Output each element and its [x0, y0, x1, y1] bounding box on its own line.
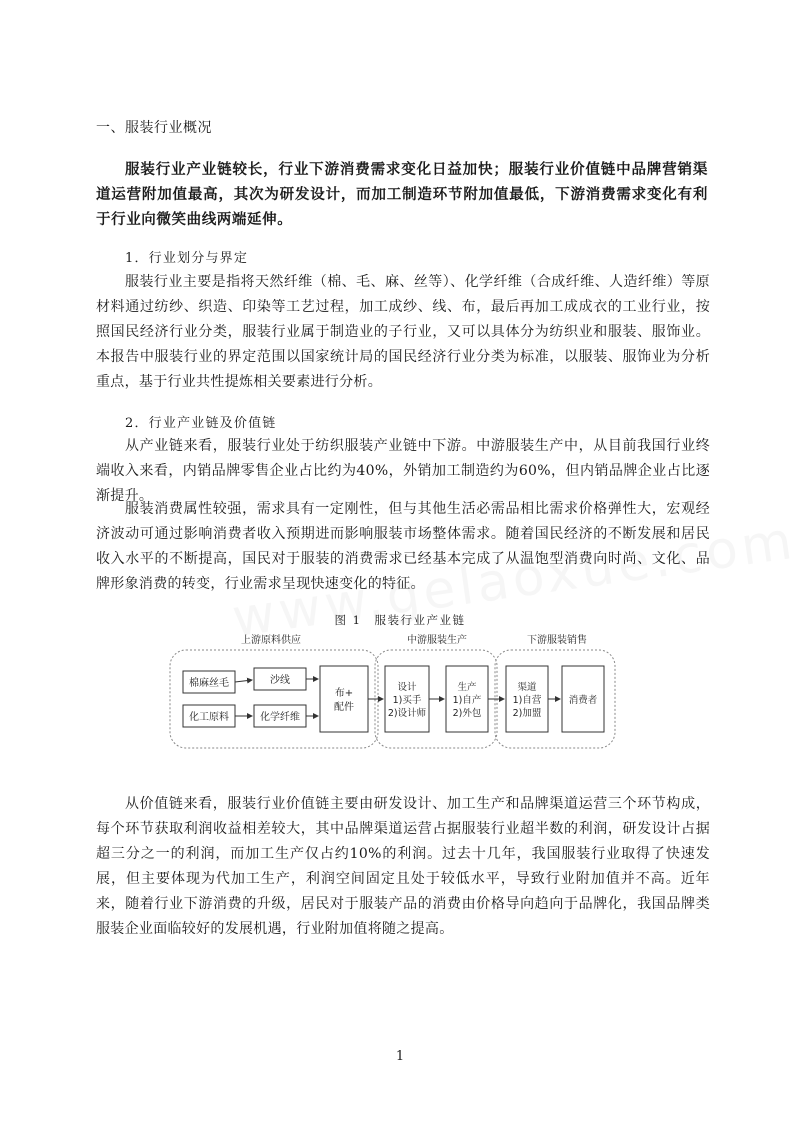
node-cotton: 棉麻丝毛: [189, 678, 229, 689]
node-consumer: 消费者: [568, 695, 598, 706]
node-design-line1: 设计: [397, 682, 417, 693]
summary-paragraph: 服装行业产业链较长，行业下游消费需求变化日益加快；服装行业价值链中品牌营销渠道运营附加值最高，其次为研发设计，而加工制造环节附加值最低，下游消费需求变化有利于行业向微笑曲线两端延伸。: [96, 162, 708, 228]
node-channel-line3: 2)加盟: [512, 708, 542, 719]
arrow-cotton-yarn: [235, 680, 252, 682]
node-cloth-line2: 配件: [334, 702, 354, 713]
node-design-line2: 1)买手: [392, 695, 422, 706]
page-number: 1: [395, 1049, 405, 1064]
industry-chain-diagram: [165, 630, 635, 755]
node-prod-line1: 生产: [457, 682, 477, 693]
node-yarn: 沙线: [270, 675, 290, 686]
paragraph-industry-definition: 服装行业主要是指将天然纤维（棉、毛、麻、丝等）、化学纤维（合成纤维、人造纤维）等原材料通过纺纱、织造、印染等工艺过程，加工成纱、线、布，最后再加工成成衣的工业行业，按照国民经济行业分类，服装行业属于制造业的子行业，又可以具体分为纺织业和服装、服饰业。本报告中服装行业的界定范围以国家统计局的国民经济行业分类为标准，以服装、服饰业为分析重点，基于行业共性提炼相关要素进行分析。: [96, 274, 710, 390]
node-chem: 化工原料: [189, 712, 229, 723]
paragraph-consumption: 服装消费属性较强，需求具有一定刚性，但与其他生活必需品相比需求价格弹性大，宏观经济波动可通过影响消费者收入预期进而影响服装市场整体需求。随着国民经济的不断发展和居民收入水平的不断提高，国民对于服装的消费需求已经基本完成了从温饱型消费向时尚、文化、品牌形象消费的转变，行业需求呈现快速变化的特征。: [96, 501, 710, 592]
node-cloth-box: [320, 666, 368, 732]
section-heading: 一、服装行业概况: [96, 120, 212, 136]
group-label-upstream: 上游原料供应: [241, 635, 301, 646]
group-label-midstream: 中游服装生产: [407, 635, 467, 646]
node-cloth-line1: 布+: [334, 688, 354, 699]
node-channel-line1: 渠道: [517, 682, 537, 693]
node-fiber: 化学纤维: [260, 712, 300, 723]
figure-caption: 图 1 服装行业产业链: [334, 613, 466, 627]
node-channel-line2: 1)自营: [512, 695, 542, 706]
group-label-downstream: 下游服装销售: [527, 635, 587, 646]
subheading-2: 2．行业产业链及价值链: [125, 416, 277, 431]
paragraph-industry-chain: 从产业链来看，服装行业处于纺织服装产业链中下游。中游服装生产中，从目前我国行业终端收入来看，内销品牌零售企业占比约为40%，外销加工制造约为60%，但内销品牌企业占比逐渐提升。: [96, 438, 710, 504]
paragraph-value-chain: 从价值链来看，服装行业价值链主要由研发设计、加工生产和品牌渠道运营三个环节构成，每个环节获取利润收益相差较大，其中品牌渠道运营占据服装行业超半数的利润，研发设计占据超三分之一的利润，而加工生产仅占约10%的利润。过去十几年，我国服装行业取得了快速发展，但主要体现为代加工生产，利润空间固定且处于较低水平，导致行业附加值并不高。近年来，随着行业下游消费的升级，居民对于服装产品的消费由价格导向趋向于品牌化，我国品牌类服装企业面临较好的发展机遇，行业附加值将随之提高。: [96, 796, 710, 937]
node-prod-line3: 2)外包: [452, 708, 482, 719]
node-design-line3: 2)设计师: [387, 708, 427, 719]
subheading-1: 1．行业划分与界定: [125, 251, 249, 266]
node-prod-line2: 1)自产: [452, 695, 482, 706]
